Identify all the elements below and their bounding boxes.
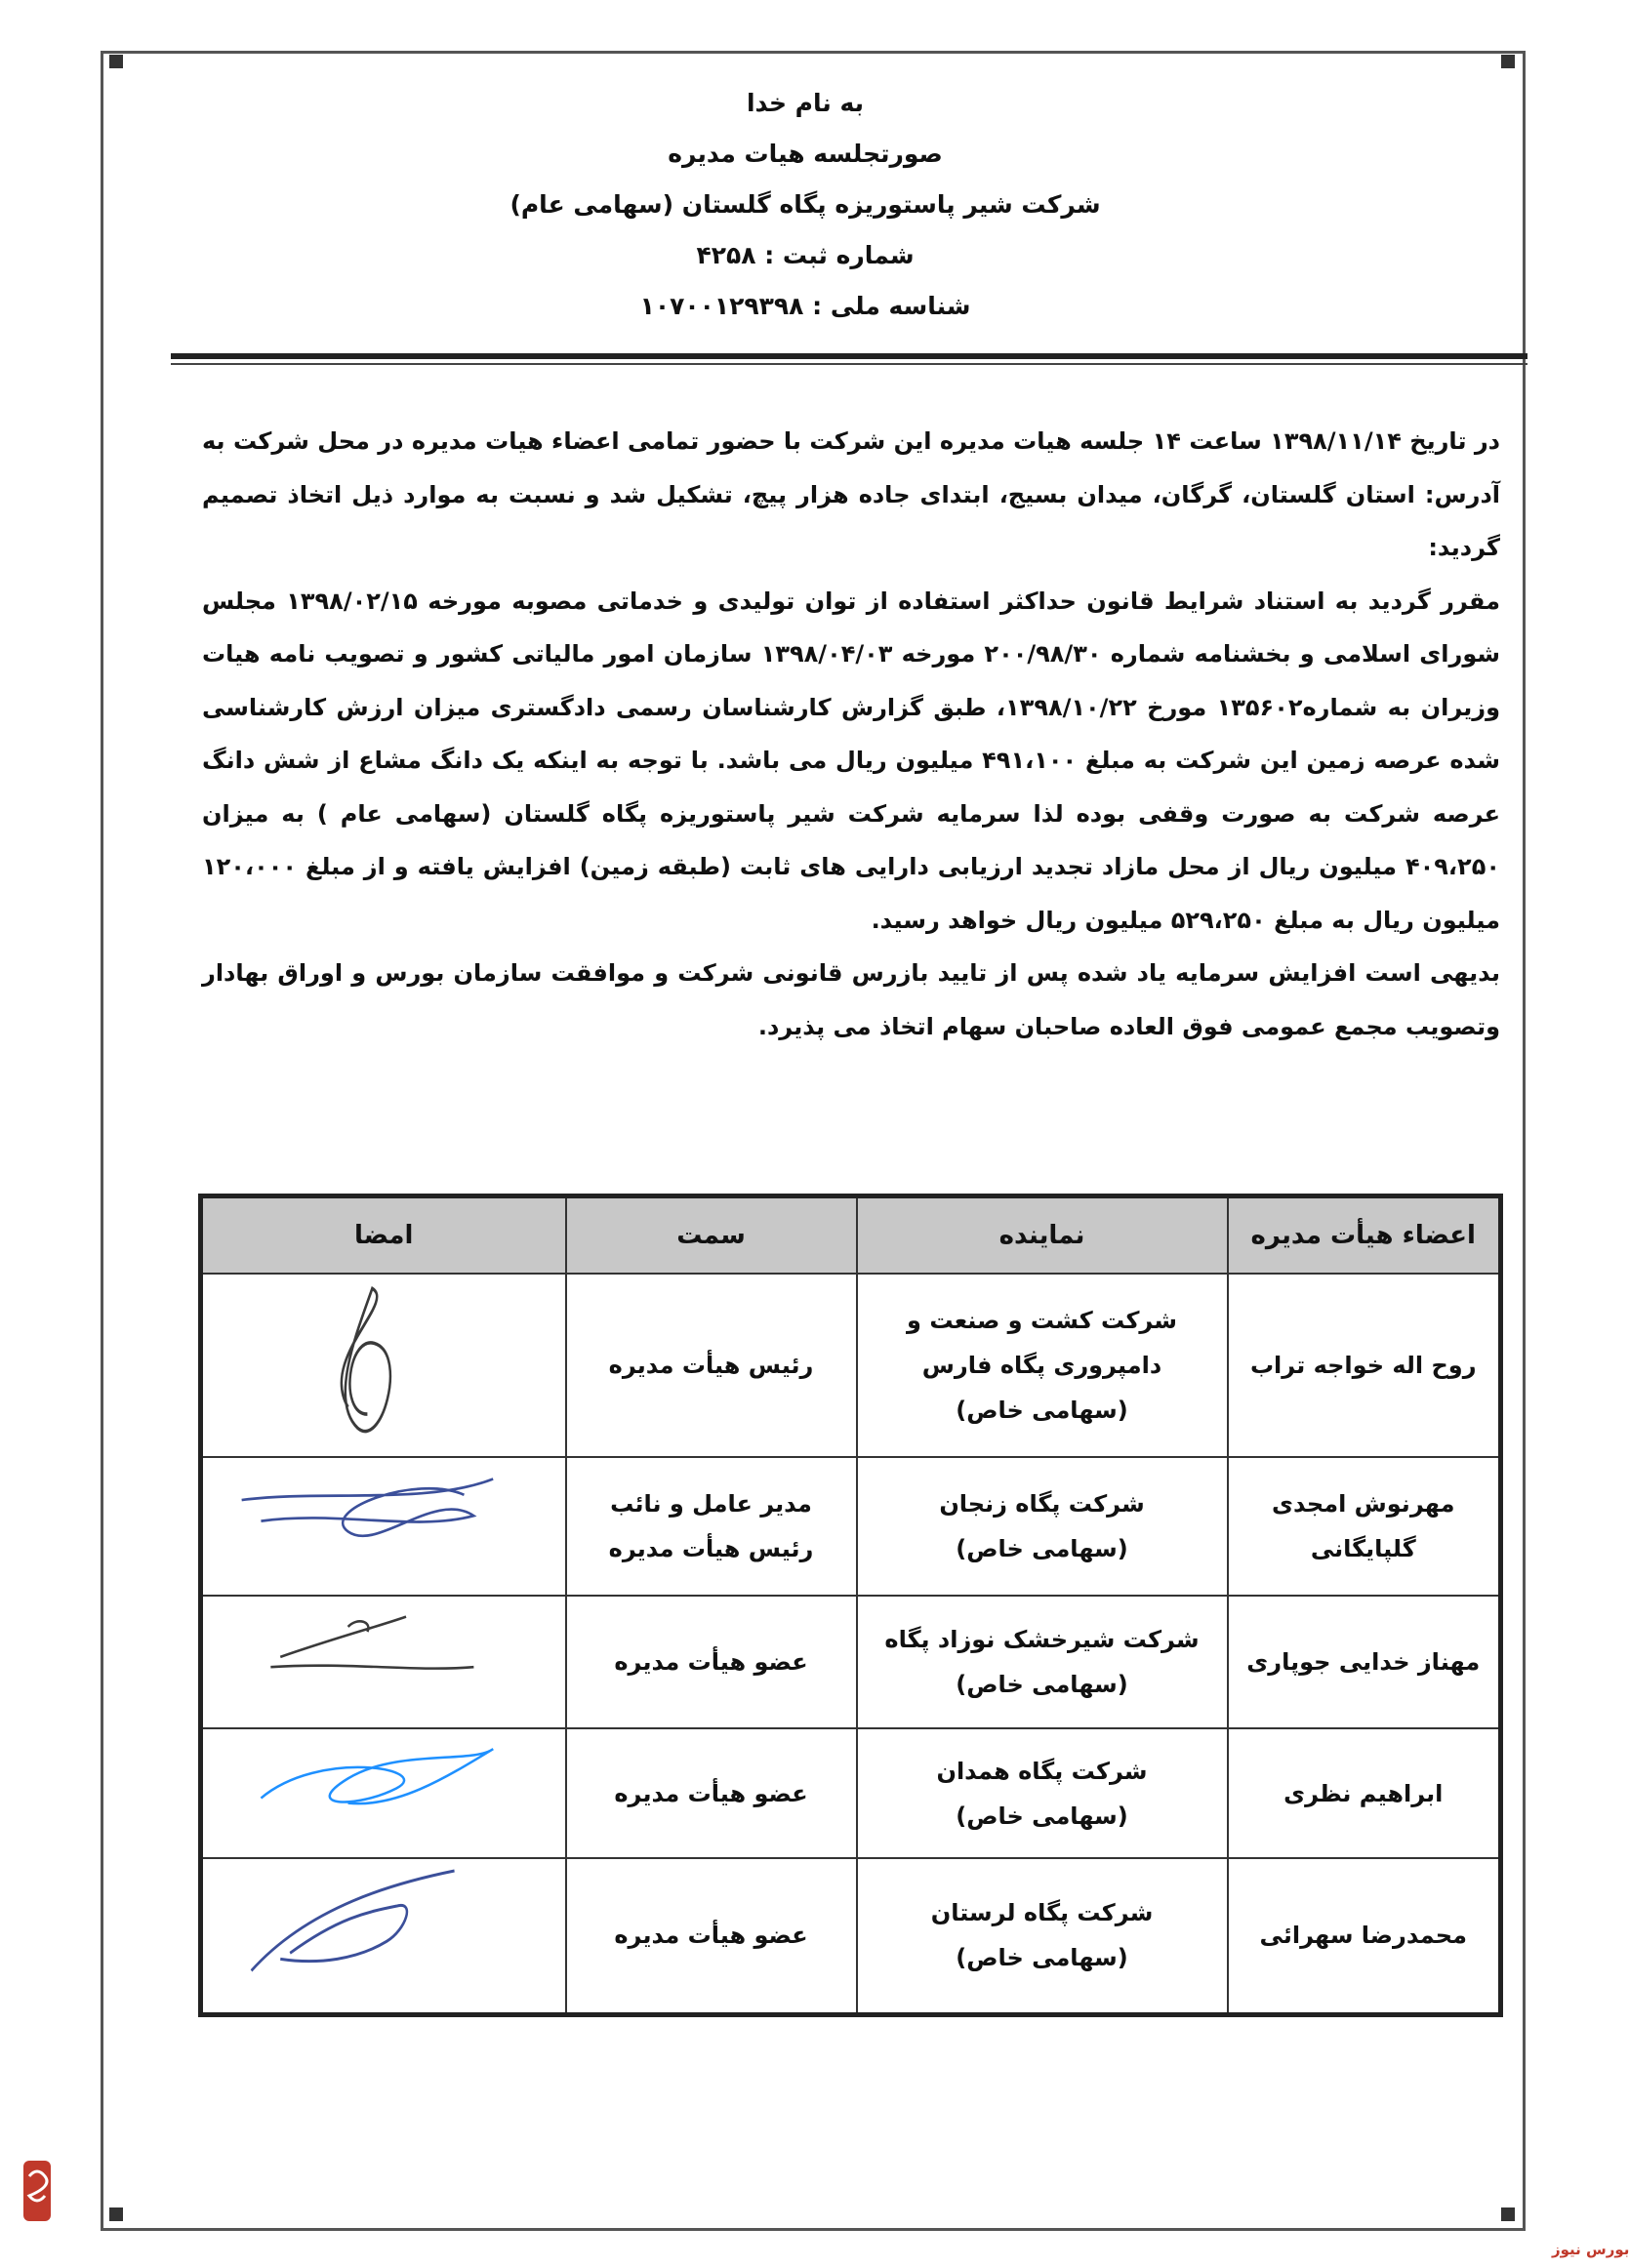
representative-company bbox=[857, 1728, 1228, 1858]
table-row bbox=[201, 1728, 1501, 1858]
member-name: روح اله خواجه تراب bbox=[1228, 1274, 1501, 1457]
basmala: به نام خدا bbox=[746, 89, 865, 117]
position-line: مدیر عامل و نائب bbox=[610, 1490, 812, 1518]
position-line: رئیس هیأت مدیره bbox=[608, 1352, 814, 1379]
representative-line: (سهامی خاص) bbox=[956, 1671, 1128, 1698]
header-representative: نماینده bbox=[857, 1196, 1228, 1275]
table-row bbox=[201, 1596, 1501, 1728]
representative-company bbox=[857, 1858, 1228, 2014]
position-line: عضو هیأت مدیره bbox=[614, 1922, 808, 1950]
document-title: صورتجلسه هیات مدیره bbox=[668, 140, 943, 168]
handwritten-signature bbox=[203, 1729, 565, 1857]
signature-cell bbox=[201, 1728, 566, 1858]
handwritten-signature bbox=[203, 1458, 565, 1595]
agency-logo bbox=[20, 2157, 55, 2225]
header-position: سمت bbox=[566, 1196, 857, 1275]
handwritten-signature bbox=[203, 1275, 565, 1456]
company-name: شرکت شیر پاستوریزه پگاه گلستان (سهامی عام) bbox=[509, 190, 1101, 219]
member-name: ابراهیم نظری bbox=[1228, 1728, 1501, 1858]
table-header-row bbox=[201, 1196, 1501, 1275]
header-member: اعضاء هیأت مدیره bbox=[1228, 1196, 1501, 1275]
representative-company bbox=[857, 1457, 1228, 1596]
representative-line: شرکت شیرخشک نوزاد پگاه bbox=[884, 1626, 1200, 1653]
member-position bbox=[566, 1858, 857, 2014]
member-position bbox=[566, 1728, 857, 1858]
representative-line: (سهامی خاص) bbox=[956, 1535, 1128, 1562]
handwritten-signature bbox=[203, 1597, 565, 1727]
signature-cell bbox=[201, 1858, 566, 2014]
member-name: مهرنوش امجدی گلپایگانی bbox=[1228, 1457, 1501, 1596]
border-corner-ornament bbox=[109, 2207, 123, 2221]
member-position bbox=[566, 1596, 857, 1728]
representative-line: (سهامی خاص) bbox=[956, 1397, 1128, 1424]
representative-line: شرکت پگاه لرستان bbox=[930, 1899, 1154, 1927]
board-members-table bbox=[198, 1194, 1503, 2017]
position-line: عضو هیأت مدیره bbox=[614, 1779, 808, 1807]
representative-company bbox=[857, 1274, 1228, 1457]
representative-line: (سهامی خاص) bbox=[956, 1802, 1128, 1830]
condition-paragraph: بدیهی است افزایش سرمایه یاد شده پس از تایید بازرس قانونی شرکت و موافقت سازمان بورس و اوراق بهادار وتصویب مجمع عمومی فوق العاده صاحبان سهام اتخاذ می پذیرد. bbox=[202, 959, 1500, 1040]
signature-cell bbox=[201, 1274, 566, 1457]
table-row bbox=[201, 1457, 1501, 1596]
watermark-text: بورس نیوز bbox=[1552, 2241, 1629, 2258]
border-corner-ornament bbox=[1501, 55, 1515, 68]
representative-line: شرکت پگاه زنجان bbox=[939, 1490, 1145, 1518]
header-signature: امضا bbox=[201, 1196, 566, 1275]
registration-number: شماره ثبت : ۴۲۵۸ bbox=[696, 241, 915, 269]
position-line: عضو هیأت مدیره bbox=[614, 1648, 808, 1676]
border-corner-ornament bbox=[1501, 2207, 1515, 2221]
representative-line: شرکت کشت و صنعت و bbox=[907, 1307, 1177, 1334]
document-header bbox=[293, 78, 1318, 332]
member-position bbox=[566, 1457, 857, 1596]
handwritten-signature bbox=[203, 1859, 565, 2012]
representative-company bbox=[857, 1596, 1228, 1728]
table-row bbox=[201, 1274, 1501, 1457]
signature-cell bbox=[201, 1457, 566, 1596]
minutes-body bbox=[202, 415, 1500, 1053]
header-divider bbox=[171, 353, 1527, 359]
resolution-paragraph: مقرر گردید به استناد شرایط قانون حداکثر استفاده از توان تولیدی و خدماتی مصوبه مورخه ۱۳۹۸/۰۲/۱۵ مجلس شورای اسلامی و بخشنامه شماره ۲۰۰/۹۸/۳۰ مورخه ۱۳۹۸/۰۴/۰۳ سازمان امور مالیاتی کشور و تصویب نامه هیات وزیران به شماره۱۳۵۶۰۲ مورخ ۱۳۹۸/۱۰/۲۲، طبق گزارش کارشناسان رسمی دادگستری میزان ارزش کارشناسی شده عرصه زمین این شرکت به مبلغ ۴۹۱،۱۰۰ میلیون ریال می باشد. با توجه به اینکه یک دانگ مشاع از شش دانگ عرصه شرکت به صورت وقفی بوده لذا سرمایه شرکت شیر پاستوریزه پگاه گلستان (سهامی عام ) به میزان ۴۰۹،۲۵۰ میلیون ریال از محل مازاد تجدید ارزیابی دارایی های ثابت (طبقه زمین) افزایش یافته و از مبلغ ۱۲۰،۰۰۰ میلیون ریال به مبلغ ۵۲۹،۲۵۰ میلیون ریال خواهد رسید. bbox=[202, 587, 1500, 934]
meeting-paragraph: در تاریخ ۱۳۹۸/۱۱/۱۴ ساعت ۱۴ جلسه هیات مدیره این شرکت با حضور تمامی اعضاء هیات مدیره در محل شرکت به آدرس: استان گلستان، گرگان، میدان بسیج، ابتدای جاده هزار پیچ، تشکیل شد و نسبت به موارد ذیل اتخاذ تصمیم گردید: bbox=[202, 427, 1500, 561]
member-position bbox=[566, 1274, 857, 1457]
representative-line: شرکت پگاه همدان bbox=[936, 1757, 1148, 1785]
member-name: مهناز خدایی جوپاری bbox=[1228, 1596, 1501, 1728]
representative-line: دامپروری پگاه فارس bbox=[921, 1352, 1162, 1379]
signature-cell bbox=[201, 1596, 566, 1728]
national-id: شناسه ملی : ۱۰۷۰۰۱۲۹۳۹۸ bbox=[639, 292, 971, 320]
position-line: رئیس هیأت مدیره bbox=[608, 1535, 814, 1562]
table-row bbox=[201, 1858, 1501, 2014]
header-divider-thin bbox=[171, 363, 1527, 365]
border-corner-ornament bbox=[109, 55, 123, 68]
member-name: محمدرضا سهرائی bbox=[1228, 1858, 1501, 2014]
representative-line: (سهامی خاص) bbox=[956, 1944, 1128, 1972]
